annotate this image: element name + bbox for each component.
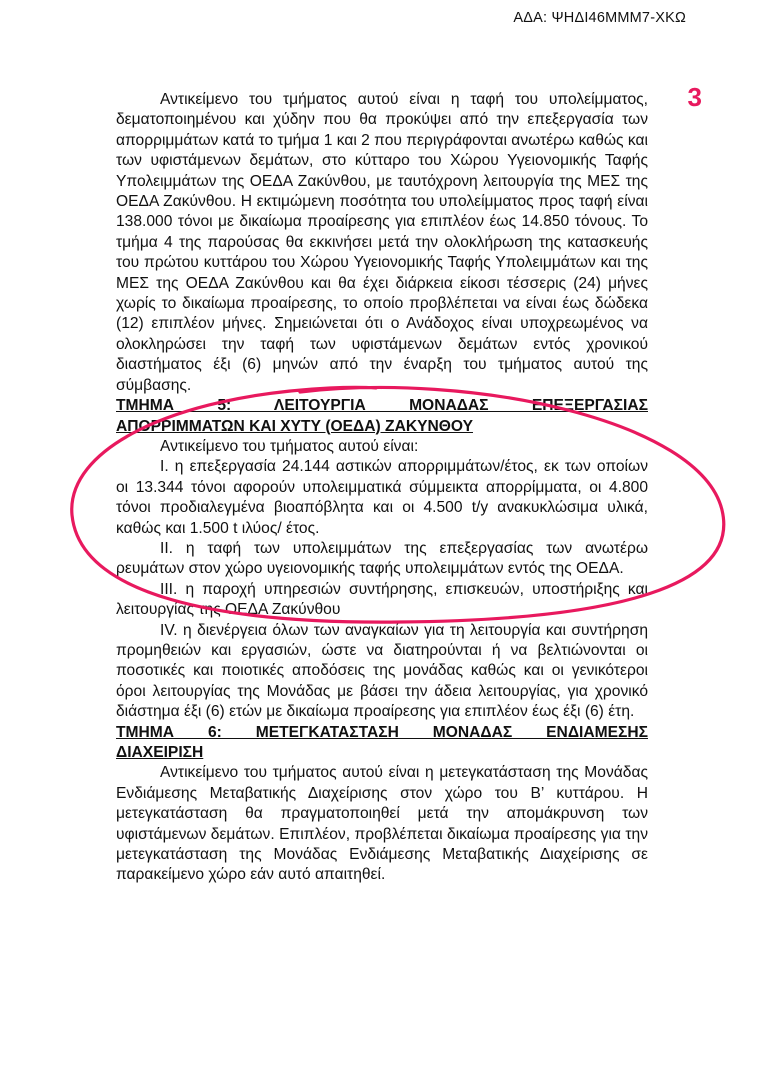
- section-5-heading: [116, 396, 648, 437]
- section-5-heading-line1: ΤΜΗΜΑ 5: ΛΕΙΤΟΥΡΓΙΑ ΜΟΝΑΔΑΣ ΕΠΕΞΕΡΓΑΣΙΑΣ: [116, 397, 648, 415]
- document-body: [116, 90, 648, 886]
- section-6-paragraph: Αντικείμενο του τμήματος αυτού είναι η μετεγκατάσταση της Μονάδας Ενδιάμεσης Μεταβατικής Διαχείρισης στον χώρο του Β’ κυττάρου. Η μετεγκατάσταση θα πραγματοποιηθεί μετά την απομάκρυνση των υφιστάμενων δεμάτων. Επιπλέον, προβλέπεται δικαίωμα προαίρεσης για την μετεγκατάσταση της Μονάδας Ενδιάμεσης Μεταβατικής Διαχείρισης σε παρακείμενο χώρο εάν αυτό απαιτηθεί.: [116, 764, 648, 884]
- handwritten-page-number: 3: [687, 82, 702, 112]
- section-6-heading: [116, 723, 648, 764]
- section-5-item-4: ΙV. η διενέργεια όλων των αναγκαίων για τη λειτουργία και συντήρηση προμηθειών και εργασιών, ώστε να διατηρούνται ή να βελτιώνονται οι ποσοτικές και ποιοτικές αποδόσεις της μονάδας καθώς και οι γενικότεροι όροι λειτουργίας της Μονάδας με βάσει την άδεια λειτουργίας, για χρονικό διάστημα έξι (6) ετών με δικαίωμα προαίρεσης για επιπλέον έως έξι (6) έτη.: [116, 621, 648, 721]
- section-6-heading-line2: ΔΙΑΧΕΙΡΙΣΗ: [116, 744, 204, 761]
- section-5-item-2: ΙΙ. η ταφή των υπολειμμάτων της επεξεργασίας των ανωτέρω ρευμάτων στον χώρο υγειονομικής ταφής υπολειμμάτων εντός της ΟΕΔΑ.: [116, 539, 648, 578]
- ada-code: ΑΔΑ: ΨΗΔΙ46ΜΜΜ7-ΧΚΩ: [513, 10, 686, 26]
- intro-paragraph: Αντικείμενο του τμήματος αυτού είναι η ταφή του υπολείμματος, δεματοποιημένου και χύδην που θα προκύψει από την επεξεργασία των απορριμμάτων κατά το τμήμα 1 και 2 που περιγράφονται ανωτέρω καθώς και των υφιστάμενων δεμάτων, στο κύτταρο του Χώρου Υγειονομικής Ταφής Υπολειμμάτων της ΟΕΔΑ Ζακύνθου, με ταυτόχρονη λειτουργία της ΜΕΣ της ΟΕΔΑ Ζακύνθου. Η εκτιμώμενη ποσότητα του υπολείμματος προς ταφή είναι 138.000 τόνοι με δικαίωμα προαίρεσης για επιπλέον έως 14.850 τόνους. Το τμήμα 4 της παρούσας θα εκκινήσει μετά την ολοκλήρωση της κατασκευής του πρώτου κυττάρου του Χώρου Υγειονομικής Ταφής Υπολειμμάτων και της ΜΕΣ της ΟΕΔΑ Ζακύνθου και θα έχει διάρκεια είκοσι τέσσερις (24) μήνες χωρίς το δικαίωμα προαίρεσης, το οποίο προβλέπεται να είναι έως δώδεκα (12) επιπλέον μήνες. Σημειώνεται ότι ο Ανάδοχος είναι υποχρεωμένος να ολοκληρώσει την ταφή των υφιστάμενων δεμάτων εντός χρονικού διαστήματος έξι (6) μηνών από την έναρξη του τμήματος αυτού της σύμβασης.: [116, 91, 648, 394]
- section-5-item-1: Ι. η επεξεργασία 24.144 αστικών απορριμμάτων/έτος, εκ των οποίων οι 13.344 τόνοι αφορούν υπολειμματικά σύμμεικτα απορρίμματα, οι 4.800 τόνοι προδιαλεγμένα βιοαπόβλητα και οι 4.500 t/y ανακυκλώσιμα υλικά, καθώς και 1.500 t ιλύος/ έτος.: [116, 458, 648, 537]
- section-5-heading-line2: ΑΠΟΡΡΙΜΜΑΤΩΝ ΚΑΙ ΧΥΤΥ (ΟΕΔΑ) ΖΑΚΥΝΘΟΥ: [116, 417, 473, 435]
- section-6-heading-line1: ΤΜΗΜΑ 6: ΜΕΤΕΓΚΑΤΑΣΤΑΣΗ ΜΟΝΑΔΑΣ ΕΝΔΙΑΜΕΣΗΣ: [116, 723, 648, 741]
- section-5-intro: Αντικείμενο του τμήματος αυτού είναι:: [160, 437, 419, 455]
- section-5-item-3: ΙΙΙ. η παροχή υπηρεσιών συντήρησης, επισκευών, υποστήριξης και λειτουργίας της ΟΕΔΑ Ζακύνθου: [116, 580, 648, 619]
